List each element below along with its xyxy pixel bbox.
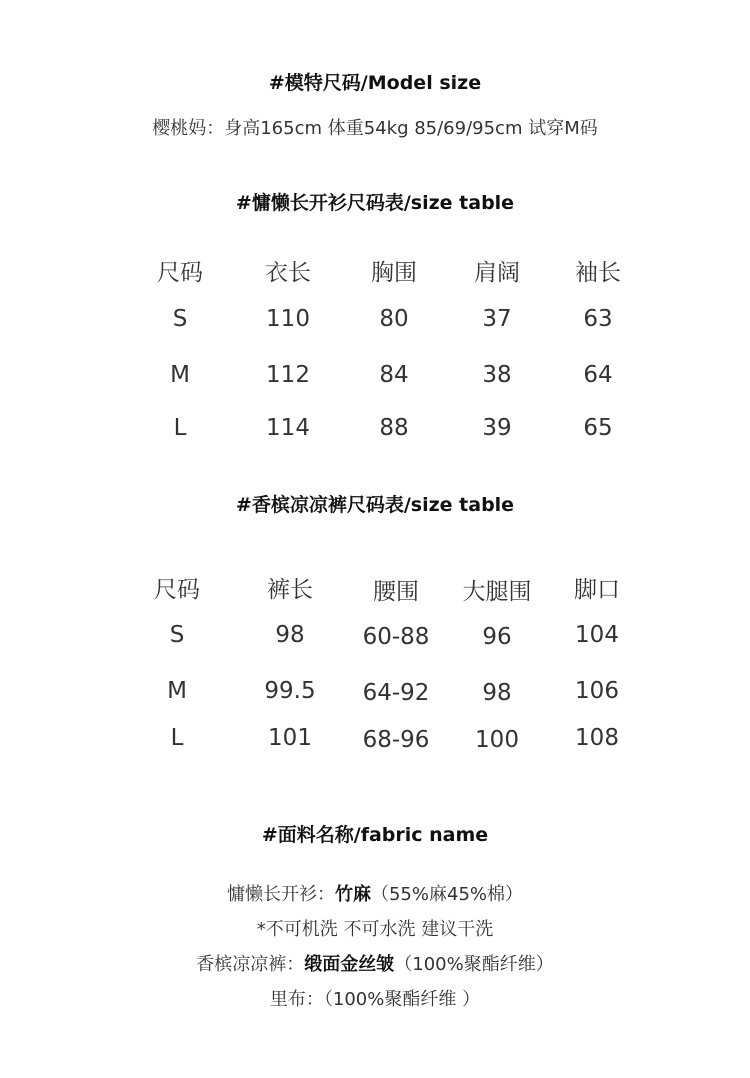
value-cell: 110 [266,306,310,332]
header-pants-length: 裤长 [267,577,313,603]
value-cell: 112 [266,362,310,388]
fabric-pants-composition: （100%聚酯纤维） [394,954,554,975]
value-cell: 98 [482,680,512,706]
value-cell: 101 [268,725,312,751]
value-cell: 37 [482,306,512,332]
fabric-cardigan-material: 竹麻 [334,884,371,905]
value-cell: 64 [583,362,613,388]
value-cell: 60-88 [362,624,430,650]
value-cell: 63 [583,306,613,332]
value-cell: 114 [266,415,310,441]
fabric-cardigan-label: 慵懒长开衫： [226,884,335,905]
value-cell: 39 [482,415,512,441]
size-cell: S [172,306,188,332]
fabric-pants-material: 缎面金丝皱 [304,954,395,975]
value-cell: 96 [482,624,512,650]
value-cell: 64-92 [362,680,430,706]
header-waist: 腰围 [373,579,419,605]
value-cell: 104 [575,622,619,648]
size-cell: M [167,678,187,704]
header-leg-opening: 脚口 [574,577,620,603]
value-cell: 100 [475,727,519,753]
value-cell: 99.5 [264,678,316,704]
value-cell: 88 [379,415,409,441]
fabric-pants-label: 香槟凉凉裤： [196,954,305,975]
header-size: 尺码 [157,260,203,286]
fabric-cardigan-composition: （55%麻45%棉） [370,884,523,905]
header-sleeve: 袖长 [575,260,621,286]
header-shoulder: 肩阔 [474,260,520,286]
cardigan-table-heading: #慵懒长开衫尺码表/size table [235,192,515,214]
value-cell: 98 [275,622,305,648]
fabric-cardigan-line [0,880,750,906]
header-thigh: 大腿围 [462,579,532,605]
value-cell: 65 [583,415,613,441]
model-info-line: 樱桃妈：身高165cm 体重54kg 85/69/95cm 试穿M码 [152,118,598,139]
header-size: 尺码 [154,577,200,603]
size-cell: M [170,362,190,388]
fabric-pants-line [0,950,750,976]
care-instructions: *不可机洗 不可水洗 建议干洗 [256,919,494,940]
value-cell: 80 [379,306,409,332]
value-cell: 106 [575,678,619,704]
size-cell: L [173,415,187,441]
header-chest: 胸围 [371,260,417,286]
model-size-heading: #模特尺码/Model size [268,72,482,94]
value-cell: 108 [575,725,619,751]
value-cell: 38 [482,362,512,388]
value-cell: 84 [379,362,409,388]
size-cell: S [169,622,185,648]
header-length: 衣长 [265,260,311,286]
size-cell: L [170,725,184,751]
value-cell: 68-96 [362,727,430,753]
fabric-heading: #面料名称/fabric name [261,824,489,846]
pants-table-heading: #香槟凉凉裤尺码表/size table [235,494,515,516]
lining-line: 里布：（100%聚酯纤维 ） [269,989,481,1010]
